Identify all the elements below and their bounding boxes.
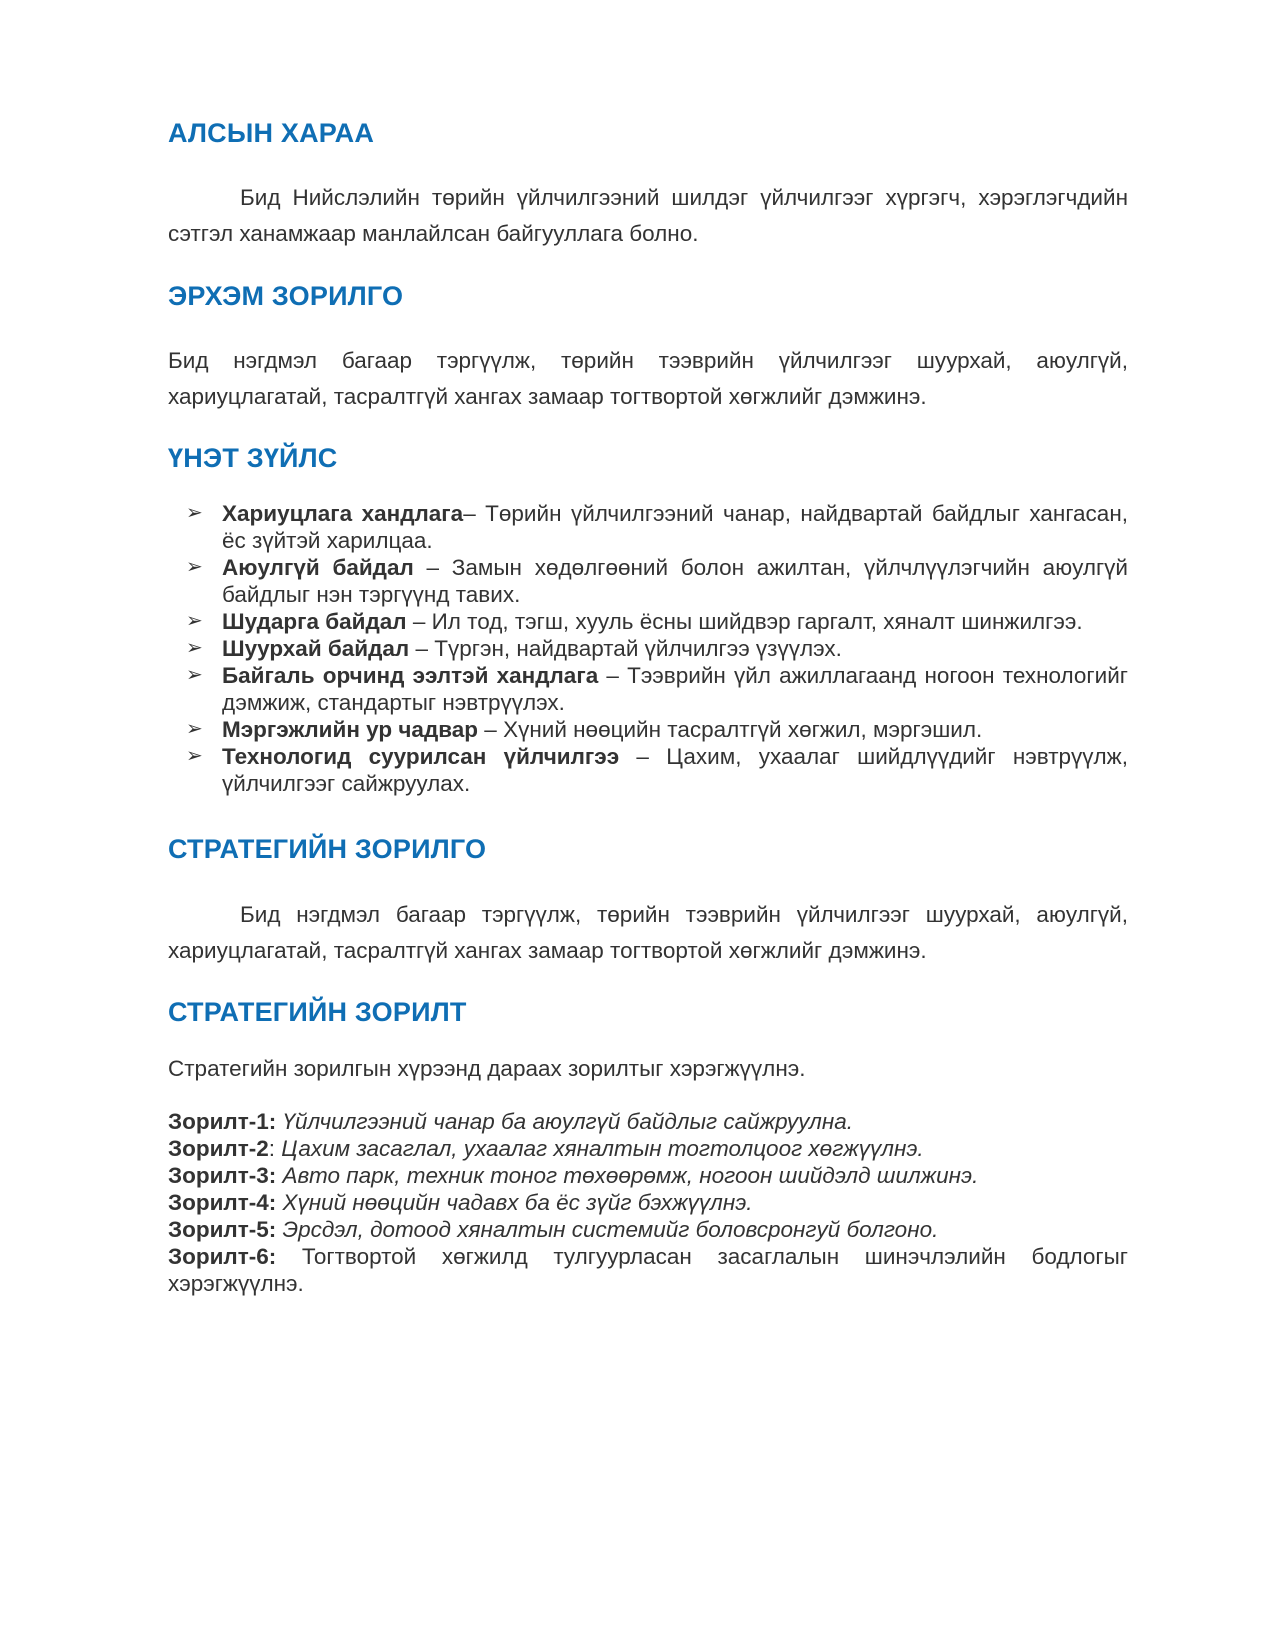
arrow-bullet-icon: ➢ (186, 610, 203, 632)
value-separator: – (619, 744, 667, 769)
objective-text: Хүний нөөцийн чадавх ба ёс зүйг бэхжүүлнэ. (282, 1190, 753, 1215)
objective-label: Зорилт-5: (168, 1217, 277, 1242)
vision-heading: АЛСЫН ХАРАА (168, 118, 375, 148)
objective-item (168, 1216, 1128, 1243)
objective-text: Авто парк, техник тоног төхөөрөмж, ногоон шийдэлд шилжинэ. (282, 1163, 979, 1188)
value-separator: – (413, 555, 452, 580)
arrow-bullet-icon: ➢ (186, 664, 203, 686)
values-heading: ҮНЭТ ЗҮЙЛС (168, 443, 338, 473)
value-description: Түргэн, найдвартай үйлчилгээ үзүүлэх. (434, 636, 842, 661)
strategic-objectives-intro: Стратегийн зорилгын хүрээнд дараах зорилтыг хэрэгжүүлнэ. (168, 1056, 806, 1081)
strategic-objectives-heading: СТРАТЕГИЙН ЗОРИЛТ (168, 997, 467, 1027)
objective-label: Зорилт-4: (168, 1190, 277, 1215)
objective-text: Цахим засаглал, ухаалаг хяналтын тогтолцоог хөгжүүлнэ. (281, 1136, 924, 1161)
objective-text: Үйлчилгээний чанар ба аюулгүй байдлыг сайжруулна. (282, 1109, 853, 1134)
vision-text: Бид Нийслэлийн төрийн үйлчилгээний шилдэг үйлчилгээг хүргэгч, хэрэглэгчдийн сэтгэл ханамжаар манлайлсан байгууллага болно. (168, 185, 1128, 246)
objective-text: Тогтвортой хөгжилд тулгуурласан засаглалын шинэчлэлийн бодлогыг хэрэгжүүлнэ. (168, 1244, 1128, 1296)
value-item (168, 743, 1128, 797)
mission-text: Бид нэгдмэл багаар тэргүүлж, төрийн тээврийн үйлчилгээг шуурхай, аюулгүй, хариуцлагатай, тасралтгүй хангах замаар тогтвортой хөгжлийг дэмжинэ. (168, 348, 1128, 409)
objective-item (168, 1108, 1128, 1135)
value-term: Шударга байдал (222, 609, 407, 634)
value-separator: – (598, 663, 628, 688)
objective-item (168, 1135, 1128, 1162)
arrow-bullet-icon: ➢ (186, 745, 203, 767)
value-item (168, 608, 1128, 635)
value-term: Мэргэжлийн ур чадвар (222, 717, 479, 742)
value-description: Цахим, ухаалаг шийдлүүдийг нэвтрүүлж, үйлчилгээг сайжруулах. (222, 744, 1128, 796)
objective-colon: : (268, 1136, 275, 1161)
value-separator: – (409, 636, 435, 661)
arrow-bullet-icon: ➢ (186, 502, 203, 524)
value-description: Хүний нөөцийн тасралтгүй хөгжил, мэргэшил. (503, 717, 983, 742)
value-term: Технологид суурилсан үйлчилгээ (222, 744, 620, 769)
value-description: Тээврийн үйл ажиллагаанд ногоон технологийг дэмжиж, стандартыг нэвтрүүлэх. (222, 663, 1128, 715)
value-item (168, 554, 1128, 608)
objective-label: Зорилт-3: (168, 1163, 277, 1188)
arrow-bullet-icon: ➢ (186, 718, 203, 740)
value-separator: – (478, 717, 504, 742)
value-item (168, 635, 1128, 662)
objectives-list (168, 1108, 1128, 1297)
objective-label: Зорилт-1: (168, 1109, 277, 1134)
objective-item (168, 1162, 1128, 1189)
value-term: Аюулгүй байдал (222, 555, 414, 580)
value-description: Ил тод, тэгш, хууль ёсны шийдвэр гаргалт, хяналт шинжилгээ. (431, 609, 1083, 634)
strategic-goal-text: Бид нэгдмэл багаар тэргүүлж, төрийн тээврийн үйлчилгээг шуурхай, аюулгүй, хариуцлагатай, тасралтгүй хангах замаар тогтвортой хөгжлийг дэмжинэ. (168, 902, 1128, 963)
arrow-bullet-icon: ➢ (186, 556, 203, 578)
mission-heading: ЭРХЭМ ЗОРИЛГО (168, 281, 404, 311)
value-item (168, 662, 1128, 716)
value-item (168, 716, 1128, 743)
value-item (168, 500, 1128, 554)
objective-text: Эрсдэл, дотоод хяналтын системийг боловсронгуй болгоно. (282, 1217, 939, 1242)
strategic-goal-heading: СТРАТЕГИЙН ЗОРИЛГО (168, 834, 487, 864)
value-term: Хариуцлага хандлага (222, 501, 464, 526)
value-description: Төрийн үйлчилгээний чанар, найдвартай байдлыг хангасан, ёс зүйтэй харилцаа. (222, 501, 1128, 553)
objective-label: Зорилт-6: (168, 1244, 277, 1269)
value-term: Шуурхай байдал (222, 636, 410, 661)
objective-item (168, 1243, 1128, 1297)
objective-item (168, 1189, 1128, 1216)
objective-label: Зорилт-2 (168, 1136, 269, 1161)
value-separator: – (406, 609, 432, 634)
value-term: Байгаль орчинд ээлтэй хандлага (222, 663, 599, 688)
value-description: Замын хөдөлгөөний болон ажилтан, үйлчлүүлэгчийн аюулгүй байдлыг нэн тэргүүнд тавих. (222, 555, 1128, 607)
value-separator: – (463, 501, 486, 526)
arrow-bullet-icon: ➢ (186, 637, 203, 659)
values-list (168, 500, 1128, 797)
